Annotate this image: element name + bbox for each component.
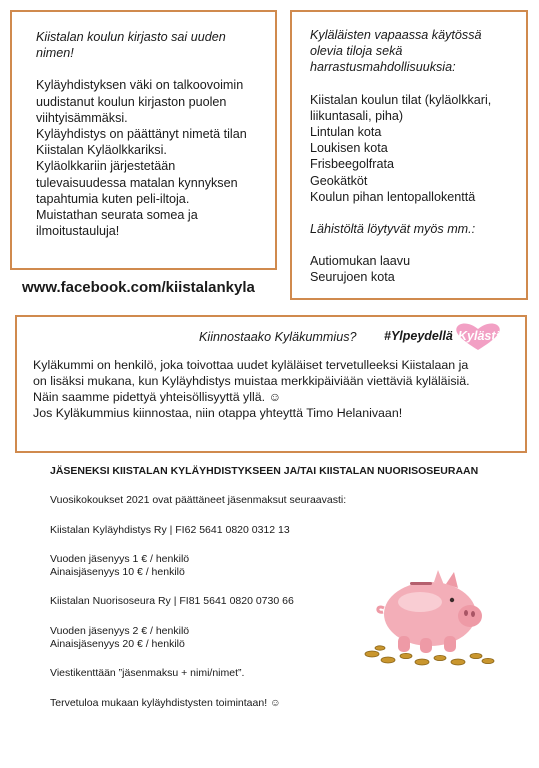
spaces-list-item: Frisbeegolfrata	[310, 157, 394, 172]
spaces-title-line-1: Kyläläisten vapaassa käytössä	[310, 28, 482, 42]
membership-title: JÄSENEKSI KIISTALAN KYLÄYHDISTYKSEEN JA/TAI KIISTALAN NUORISOSEURAAN	[50, 465, 479, 477]
welcome-line: Tervetuloa mukaan kyläyhdistysten toimintaan! ☺	[50, 696, 281, 709]
library-body-line: Kiistalan Kyläolkkariksi.	[36, 143, 167, 158]
library-body-line: Muistathan seurata somea ja	[36, 208, 198, 223]
library-body-line: Kyläyhdistys on päättänyt nimetä tilan	[36, 127, 247, 142]
spaces-list-item: Lintulan kota	[310, 125, 382, 140]
village-fee-line: Vuoden jäsenyys 1 € / henkilö	[50, 552, 190, 565]
youth-association-account: Kiistalan Nuorisoseura Ry | FI81 5641 0820 0730 66	[50, 595, 294, 608]
godparent-question: Kiinnostaako Kyläkummius?	[199, 330, 357, 344]
library-notice-box	[10, 10, 277, 270]
nearby-list-item: Autiomukan laavu	[310, 254, 411, 269]
godparent-body-line: on lisäksi mukana, kun Kyläyhdistys muistaa merkkipäiviään viettäviä kyläläisiä.	[33, 374, 470, 388]
library-body-line: Kyläyhdistyksen väki on talkoovoimin	[36, 78, 244, 93]
village-godparent-box	[15, 315, 527, 453]
village-fee-line: Ainaisjäsenyys 10 € / henkilö	[50, 566, 185, 579]
library-title-line-2: nimen!	[36, 46, 74, 61]
spaces-list-item: Geokätköt	[310, 173, 368, 188]
spaces-title-line-3: harrastusmahdollisuuksia:	[310, 60, 456, 75]
nearby-title: Lähistöltä löytyvät myös mm.:	[310, 222, 476, 237]
godparent-body-line: Jos Kyläkummius kiinnostaa, niin otappa yhteyttä Timo Helanivaan!	[33, 406, 403, 420]
spaces-list-item: Kiistalan koulun tilat (kyläolkkari,	[310, 92, 492, 107]
village-spaces-box	[290, 10, 528, 300]
youth-fee-line: Ainaisjäsenyys 20 € / henkilö	[50, 638, 185, 651]
library-body-line: tulevaisuudessa matalan kynnyksen	[36, 175, 238, 190]
spaces-list-item: liikuntasali, piha)	[310, 108, 404, 123]
youth-fee-line: Vuoden jäsenyys 2 € / henkilö	[50, 624, 190, 637]
hashtag-prefix: #Ylpeydellä	[384, 329, 453, 343]
hashtag-highlight: Kylästä	[458, 329, 503, 343]
spaces-title-line-2: olevia tiloja sekä	[310, 44, 403, 59]
library-body-line: uudistanut koulun kirjaston puolen	[36, 94, 227, 109]
library-body-line: ilmoitustauluja!	[36, 224, 120, 239]
village-association-account: Kiistalan Kyläyhdistys Ry | FI62 5641 0820 0312 13	[50, 523, 290, 536]
piggy-bank-image	[358, 568, 498, 666]
library-body-line: tapahtumia kuten peli-iltoja.	[36, 191, 190, 206]
nearby-list-item: Seurujoen kota	[310, 270, 395, 285]
godparent-body-line: Kyläkummi on henkilö, joka toivottaa uudet kyläläiset tervetulleeksi Kiistalaan ja	[33, 358, 469, 372]
godparent-body-line: Näin saamme pidettyä yhteisöllisyyttä yllä. ☺	[33, 390, 282, 404]
facebook-url: www.facebook.com/kiistalankyla	[22, 279, 255, 296]
library-body-line: Kyläolkkariin järjestetään	[36, 159, 176, 174]
hashtag-heart-logo	[382, 321, 510, 351]
message-field-note: Viestikenttään ”jäsenmaksu + nimi/nimet”.	[50, 667, 245, 680]
library-body-line: viihtyisämmäksi.	[36, 110, 128, 125]
library-title-line-1: Kiistalan koulun kirjasto sai uuden	[36, 30, 226, 44]
spaces-list-item: Koulun pihan lentopallokenttä	[310, 189, 476, 204]
spaces-list-item: Loukisen kota	[310, 141, 388, 156]
membership-intro: Vuosikokoukset 2021 ovat päättäneet jäsenmaksut seuraavasti:	[50, 494, 347, 507]
